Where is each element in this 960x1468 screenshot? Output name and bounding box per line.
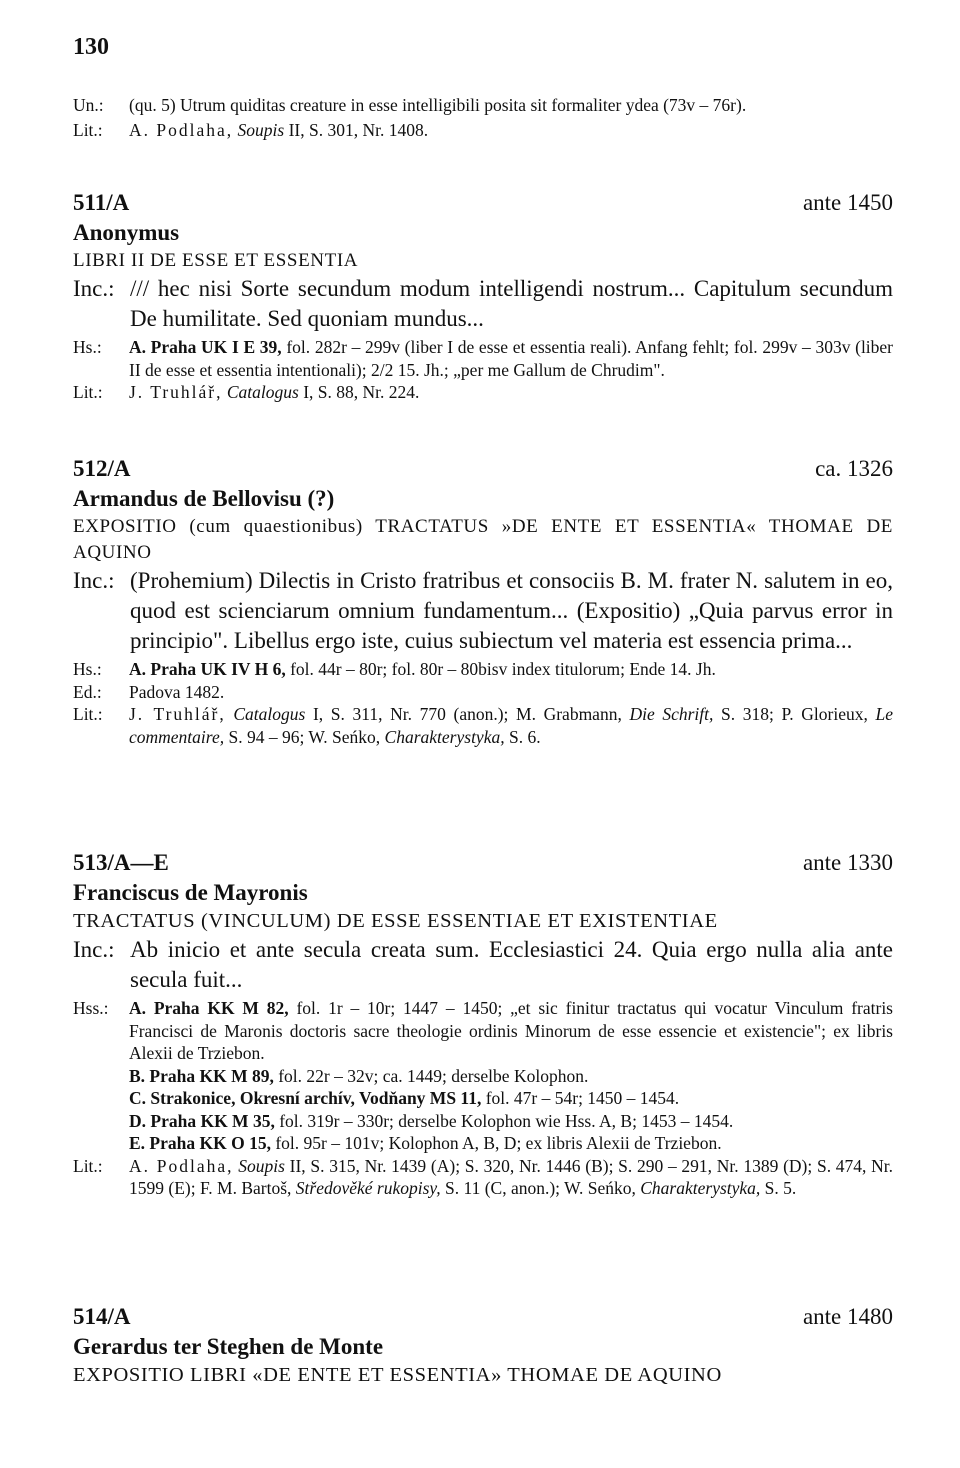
lit-work: Soupis (238, 1155, 285, 1176)
list-item (129, 1110, 893, 1133)
lit-author: A. Podlaha, (129, 1155, 234, 1176)
ed-label: Ed.: (73, 681, 102, 702)
entry-header (73, 188, 893, 218)
lit-row (73, 1155, 893, 1200)
entry-title: TRACTATUS (VINCULUM) DE ESSE ESSENTIAE ET EXISTENTIAE (73, 910, 718, 932)
inc-label: Inc.: (73, 276, 115, 301)
hs-label: Hs.: (73, 659, 102, 679)
lit-rest: I, S. 311, Nr. 770 (anon.); M. Grabmann, (312, 704, 622, 724)
lit-label: Lit.: (73, 119, 103, 140)
manuscript-signature: B. Praha KK M 89, (129, 1065, 274, 1086)
hs-text: fol. 47r – 54r; 1450 – 1454. (485, 1088, 680, 1108)
manuscript-signature: C. Strakonice, Okresní archív, Vodňany MS 11, (129, 1088, 482, 1108)
manuscript-signature: A. Praha KK M 82, (129, 998, 289, 1018)
lit-rest: I, S. 88, Nr. 224. (303, 382, 420, 402)
entry-author: Franciscus de Mayronis (73, 880, 308, 905)
lit-work: Le commentaire, (129, 704, 893, 747)
lit-rest: S. 6. (508, 726, 541, 747)
entry-date: ante 1450 (802, 190, 893, 215)
hs-text: fol. 95r – 101v; Kolophon A, B, D; ex libris Alexii de Trziebon. (275, 1133, 722, 1153)
entry-author: Anonymus (73, 220, 180, 245)
ed-row (73, 681, 893, 704)
inc-row (73, 935, 893, 995)
hss-list (129, 997, 893, 1155)
hs-text: fol. 319r – 330r; derselbe Kolophon wie Hss. A, B; 1453 – 1454. (279, 1110, 734, 1131)
prev-entry-tail (73, 94, 893, 141)
manuscript-signature: D. Praha KK M 35, (129, 1110, 275, 1131)
inc-label: Inc.: (73, 568, 115, 593)
prev-un-row (73, 94, 893, 117)
inc-text: (Prohemium) Dilectis in Cristo fratribus et consociis B. M. frater N. salutem in eo, quod est scienciarum omnium fundamentum... (Expositio) „Quia parvus error in principio". Libellus ergo iste, cuius subiectum vel materia est essencia prima... (130, 568, 893, 653)
page-number: 130 (73, 34, 109, 60)
lit-rest: S. 94 – 96; W. Seńko, (228, 726, 381, 747)
entry-number: 513/A—E (73, 850, 169, 875)
lit-work: Charakterystyka, (640, 1178, 761, 1198)
lit-work: Soupis (237, 119, 285, 140)
lit-work: Charakterystyka, (384, 726, 505, 747)
entry-511 (73, 188, 893, 404)
ed-text: Padova 1482. (129, 681, 225, 702)
lit-author: J. Truhlář, (129, 704, 226, 724)
entry-title: EXPOSITIO LIBRI «DE ENTE ET ESSENTIA» THOMAE DE AQUINO (73, 1364, 722, 1386)
entry-header (73, 848, 893, 878)
inc-text: Ab inicio et ante secula creata sum. Ecclesiastici 24. Quia ergo nulla alia ante secula fuit... (130, 937, 893, 992)
hs-label: Hs.: (73, 337, 102, 357)
hss-label: Hss.: (73, 998, 109, 1018)
lit-label: Lit.: (73, 704, 103, 724)
entry-number: 511/A (73, 190, 130, 215)
inc-row (73, 274, 893, 334)
lit-rest: II, S. 301, Nr. 1408. (288, 119, 429, 140)
list-item (129, 1087, 893, 1110)
hs-text: fol. 282r – 299v (liber I de esse et essentia reali). Anfang fehlt; fol. 299v – 303v (liber II de esse et essentia intentionali); 2/2 15. Jh.; „per me Gallum de Chrudim". (129, 337, 894, 380)
entry-513 (73, 848, 893, 1200)
entry-header (73, 454, 893, 484)
list-item (129, 1132, 893, 1155)
entry-date: ante 1330 (802, 850, 893, 875)
hs-text: fol. 1r – 10r; 1447 – 1450; „et sic finitur tractatus qui vocatur Vinculum fratris Francisci de Maronis doctoris sacre theologie ordinis Minorum de esse essencie et existencie"; ex libris Alexii de Trziebon. (129, 998, 893, 1063)
hs-text: fol. 44r – 80r; fol. 80r – 80bisv index titulorum; Ende 14. Jh. (290, 659, 716, 679)
entry-title: EXPOSITIO (cum quaestionibus) TRACTATUS »DE ENTE ET ESSENTIA« THOMAE DE AQUINO (73, 516, 893, 563)
entry-date: ca. 1326 (815, 456, 893, 481)
lit-rest: S. 5. (764, 1178, 797, 1198)
inc-label: Inc.: (73, 937, 115, 962)
entry-header (73, 1302, 893, 1332)
prev-lit-row (73, 119, 893, 142)
hs-row (73, 658, 893, 681)
lit-author: J. Truhlář, (129, 382, 223, 402)
un-label: Un.: (73, 95, 104, 115)
entry-number: 512/A (73, 456, 131, 481)
entry-514 (73, 1302, 893, 1389)
lit-work: Catalogus (226, 382, 299, 402)
entry-author: Armandus de Bellovisu (?) (73, 486, 335, 511)
hs-text: fol. 22r – 32v; ca. 1449; derselbe Kolophon. (278, 1065, 589, 1086)
lit-work: Catalogus (233, 704, 306, 724)
entry-author: Gerardus ter Steghen de Monte (73, 1334, 384, 1359)
hs-row (73, 336, 893, 381)
inc-row (73, 566, 893, 656)
lit-rest: S. 11 (C, anon.); W. Seńko, (444, 1178, 636, 1198)
entry-number: 514/A (73, 1304, 131, 1329)
entry-date: ante 1480 (802, 1304, 893, 1329)
un-text: (qu. 5) Utrum quiditas creature in esse intelligibili posita sit formaliter ydea (73v – 76r). (129, 95, 747, 115)
lit-label: Lit.: (73, 1155, 103, 1176)
manuscript-signature: A. Praha UK I E 39, (129, 337, 282, 357)
inc-text: /// hec nisi Sorte secundum modum intelligendi nostrum... Capitulum secundum De humilitate. Sed quoniam mundus... (130, 276, 893, 331)
lit-row (73, 703, 893, 748)
hss-row (73, 997, 893, 1155)
entry-512 (73, 454, 893, 748)
lit-work: Die Schrift, (629, 704, 714, 724)
list-item (129, 997, 893, 1065)
entry-title: LIBRI II DE ESSE ET ESSENTIA (73, 250, 359, 271)
manuscript-signature: A. Praha UK IV H 6, (129, 659, 286, 679)
lit-work: Středověké rukopisy, (295, 1178, 441, 1198)
lit-label: Lit.: (73, 382, 103, 402)
lit-rest: II, S. 315, Nr. 1439 (A); S. 320, Nr. 1446 (B); S. 290 – 291, Nr. 1389 (D); S. 474, Nr. 1599 (E); F. M. Bartoš, (129, 1155, 894, 1198)
lit-author: A. Podlaha, (129, 119, 234, 140)
list-item (129, 1065, 893, 1088)
lit-rest: S. 318; P. Glorieux, (721, 704, 868, 724)
manuscript-signature: E. Praha KK O 15, (129, 1133, 271, 1153)
lit-row (73, 381, 893, 404)
